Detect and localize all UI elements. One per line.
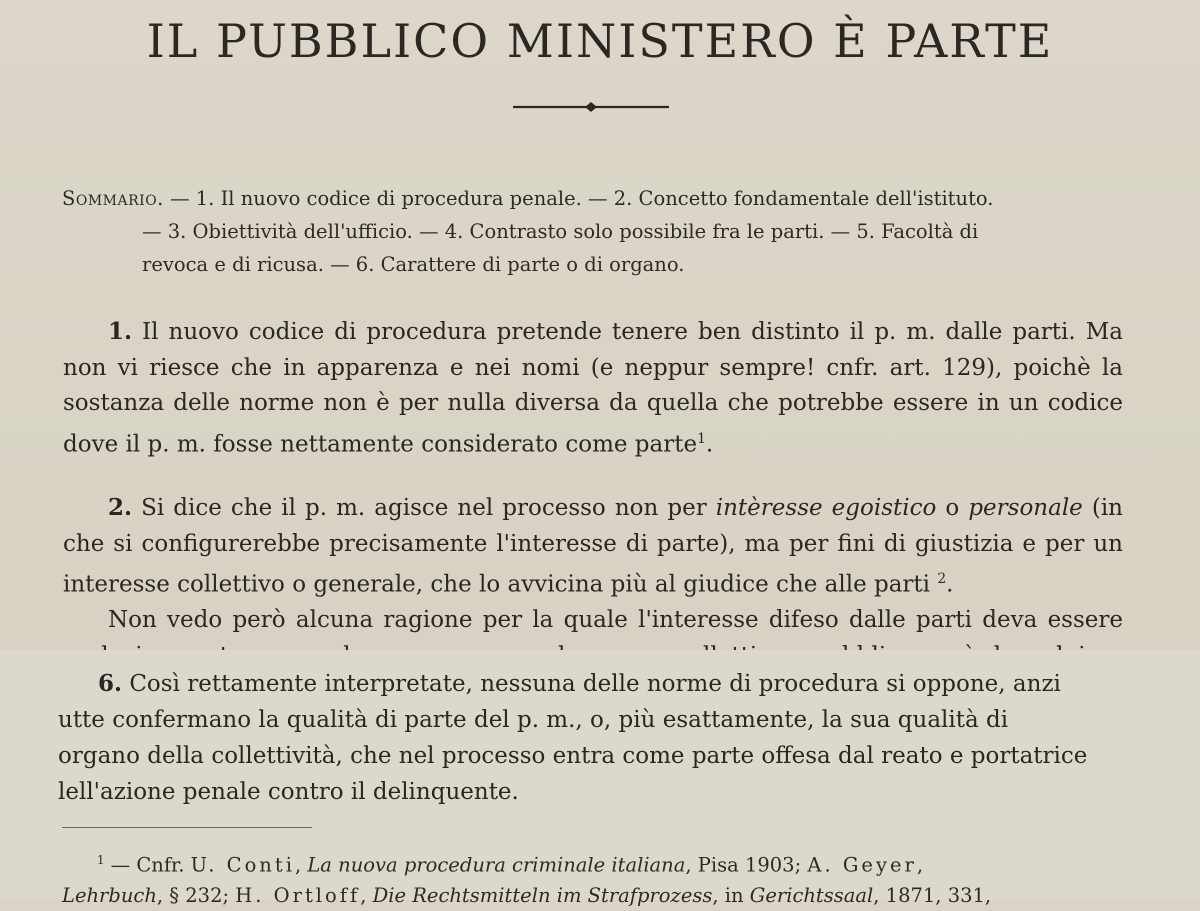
page-title: IL PUBBLICO MINISTERO È PARTE (146, 14, 1054, 68)
summary-line-3: revoca e di ricusa. — 6. Carattere di parte o di organo. (142, 253, 685, 276)
footnote-title: La nuova procedura criminale italiana (307, 853, 686, 877)
paragraph-6 (58, 666, 1122, 810)
paragraph-1 (63, 314, 1123, 463)
summary-label: Sommario. (62, 187, 164, 210)
paragraph-text: Si dice che il p. m. agisce nel processo non per (132, 495, 716, 521)
footnote-text: , Pisa 1903; (685, 853, 808, 877)
paragraph-number: 6. (98, 670, 123, 697)
footnote-journal: Gerichtssaal (749, 883, 874, 907)
footnote-author: H. Ortloff (235, 883, 361, 907)
footnote-text: , (360, 883, 373, 907)
paragraph-end: . (705, 431, 714, 458)
paragraph-text: Non vedo però alcuna ragione per la quale l'interesse difeso dalle parti deva essere (108, 607, 1123, 634)
summary-line-2: — 3. Obiettività dell'ufficio. — 4. Contrasto solo possibile fra le parti. — 5. Facoltà di (142, 220, 979, 243)
footnote-text: , (916, 853, 924, 877)
footnote-title: Lehrbuch (62, 883, 157, 907)
paragraph-number: 1. (108, 318, 133, 345)
footnote-text: , in (712, 883, 750, 907)
paragraph-2 (63, 490, 1123, 650)
paragraph-text: (in che si configurerebbe precisamente l'interesse di parte), ma per fini di giustizia e per un interesse collettivo o generale, che lo avvicina più al giudice che alle parti (63, 495, 1123, 598)
footnote-author: U. Conti (190, 853, 295, 877)
paragraph-line: lell'azione penale contro il delinquente. (58, 779, 519, 805)
footnote-text: , § 232; (156, 883, 236, 907)
paragraph-end: . (946, 571, 954, 598)
footnote-title: Die Rechtsmitteln im Strafprozess (372, 883, 713, 907)
footnote-text: , 1871, 331, (873, 883, 992, 907)
summary-line-1: — 1. Il nuovo codice di procedura penale. — 2. Concetto fondamentale dell'istituto. (163, 187, 994, 210)
footnote-text: , (294, 853, 308, 877)
footnote-text: — Cnfr. (104, 853, 191, 877)
footnote-ref[interactable]: 2 (937, 571, 947, 587)
paragraph-line: organo della collettività, che nel processo entra come parte offesa dal reato e portatrice (58, 743, 1088, 769)
footnote-ref[interactable]: 1 (697, 430, 706, 447)
paragraph-number: 2. (108, 494, 133, 521)
footnote-divider (62, 827, 312, 828)
summary-block (62, 182, 1122, 281)
lower-page-section (0, 650, 1200, 907)
paragraph-line: Così rettamente interpretate, nessuna delle norme di procedura si oppone, anzi (122, 671, 1061, 697)
paragraph-text: Il nuovo codice di procedura pretende tenere ben distinto il p. m. dalle parti. Ma non vi riesce che in apparenza e nei nomi (e neppur sempre! cnfr. art. 129), poichè la sostanza delle norme non è per nulla diversa da quella che potrebbe essere in un codice dove il p. m. fosse nettamente considerato come parte (63, 319, 1123, 458)
paragraph-line: utte confermano la qualità di parte del p. m., o, più esattamente, la sua qualità di (58, 707, 1009, 733)
footnote-marker: 1 (97, 853, 105, 867)
footnote-author: A. Geyer (807, 853, 917, 877)
italic-phrase: intèresse egoistico (715, 495, 937, 521)
footnote-1 (62, 845, 1122, 911)
paragraph-text: o (936, 495, 969, 521)
ornament-divider-icon (513, 100, 669, 114)
italic-phrase: personale (968, 495, 1083, 521)
